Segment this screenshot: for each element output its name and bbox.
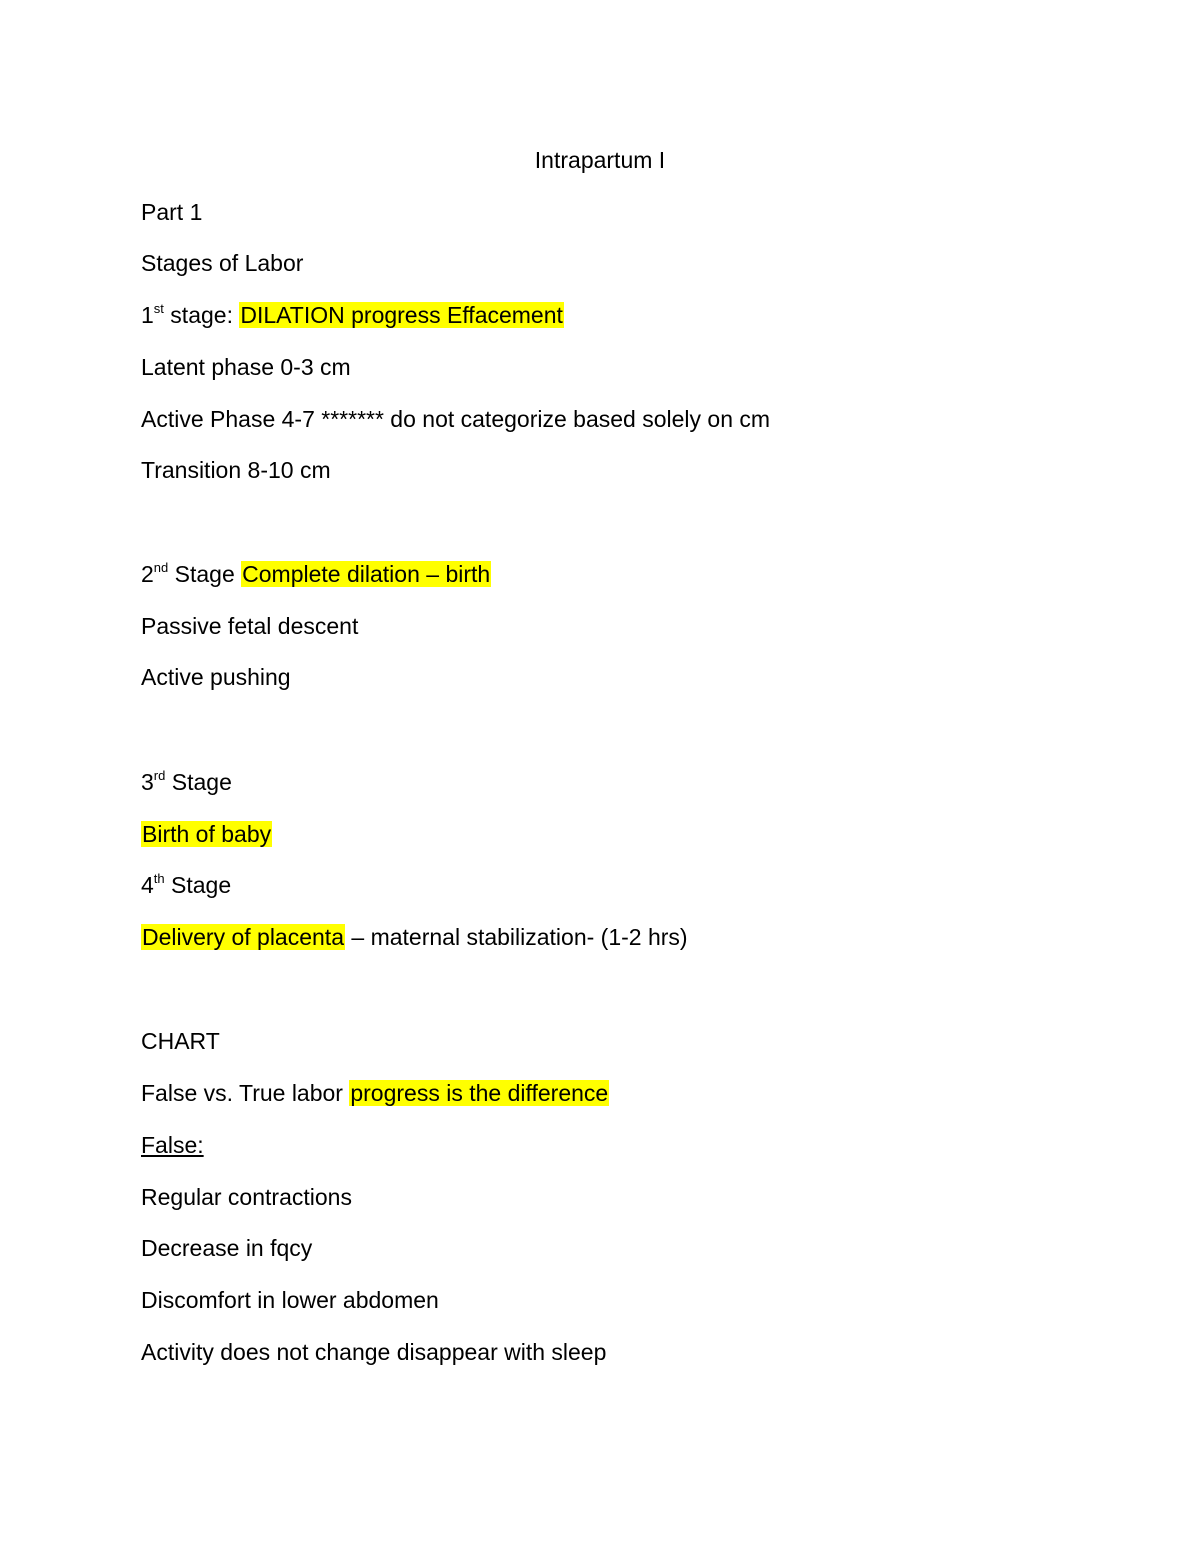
stage3-label: Stage bbox=[165, 769, 232, 795]
stage3-number: 3 bbox=[141, 769, 154, 795]
stage3-suffix: rd bbox=[153, 768, 166, 784]
false-vs-true-highlight: progress is the difference bbox=[350, 1080, 609, 1106]
stage1-number: 1 bbox=[141, 302, 154, 328]
stage2-line bbox=[141, 559, 491, 589]
false-label: False: bbox=[141, 1132, 204, 1158]
stage3-highlight: Birth of baby bbox=[142, 821, 272, 847]
stage1-label: stage: bbox=[163, 302, 240, 328]
stage4-line bbox=[141, 870, 231, 900]
stage2-item-passive: Passive fetal descent bbox=[141, 613, 359, 639]
stage4-number: 4 bbox=[141, 872, 154, 898]
chart-heading: CHART bbox=[141, 1028, 220, 1054]
stage3-detail bbox=[141, 819, 272, 849]
stage2-number: 2 bbox=[141, 561, 154, 587]
false-item-activity: Activity does not change disappear with sleep bbox=[141, 1339, 607, 1365]
stage1-suffix: st bbox=[153, 301, 164, 317]
stage2-label: Stage bbox=[168, 561, 242, 587]
false-item-regular: Regular contractions bbox=[141, 1184, 352, 1210]
stage1-highlight: DILATION progress Effacement bbox=[240, 302, 563, 328]
stage4-rest: – maternal stabilization- (1-2 hrs) bbox=[345, 924, 688, 950]
stage4-detail bbox=[141, 922, 688, 952]
stage2-item-pushing: Active pushing bbox=[141, 664, 291, 690]
stage4-label: Stage bbox=[164, 872, 232, 898]
stage4-suffix: th bbox=[153, 871, 165, 887]
false-item-decrease: Decrease in fqcy bbox=[141, 1235, 313, 1261]
stage3-line bbox=[141, 767, 232, 797]
phase-transition: Transition 8-10 cm bbox=[141, 457, 331, 483]
stage2-highlight: Complete dilation – birth bbox=[242, 561, 491, 587]
stage2-suffix: nd bbox=[153, 560, 169, 576]
false-vs-true-text: False vs. True labor bbox=[141, 1080, 350, 1106]
phase-active: Active Phase 4-7 ******* do not categorize based solely on cm bbox=[141, 406, 771, 432]
stage4-highlight: Delivery of placenta bbox=[142, 924, 344, 950]
document-title: Intrapartum I bbox=[534, 147, 666, 173]
part-heading: Part 1 bbox=[141, 199, 203, 225]
false-label-line bbox=[141, 1130, 204, 1160]
false-vs-true-line bbox=[141, 1078, 609, 1108]
phase-latent: Latent phase 0-3 cm bbox=[141, 354, 351, 380]
section-heading: Stages of Labor bbox=[141, 250, 304, 276]
stage1-line bbox=[141, 300, 564, 330]
false-item-discomfort: Discomfort in lower abdomen bbox=[141, 1287, 439, 1313]
